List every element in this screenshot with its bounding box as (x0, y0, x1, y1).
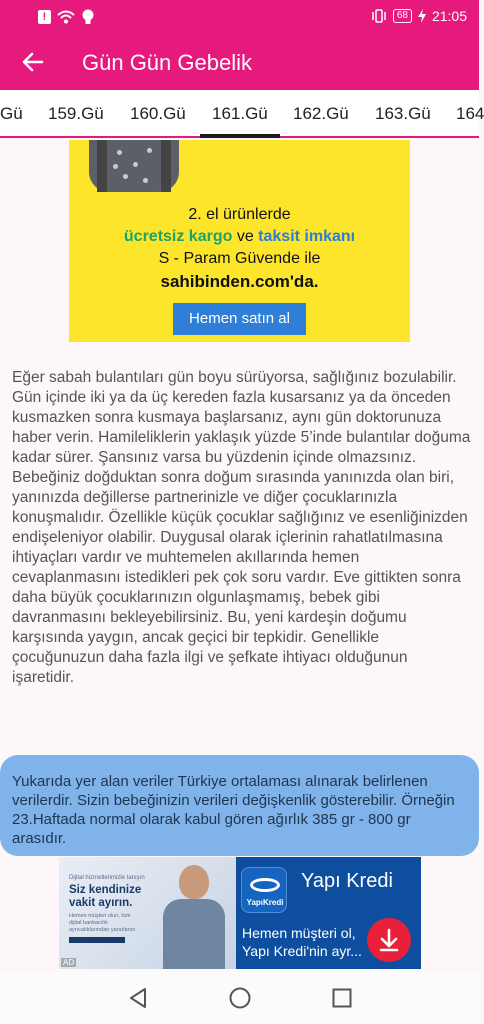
tab-day-163[interactable]: 163.Gü (375, 104, 431, 123)
article-paragraph-2: Bebeğiniz doğduktan sonra doğum sırasında yanınızda olan biri, yanınızda değillerse partnerinizle ve diğer çocuklarınızla konuşmalıdır. Özellikle küçük çocuklar sağlığınız ve esenliğinizden endişeleniyor olabilir. Duygusal olarak içlerinin rahatlatılmasına ihtiyaçları vardır ve muhtemelen akıllarında hemen cevaplanmasını istedikleri pek çok soru vardır. Eve gittikten sonra daha büyük çocuklarınızın olgunlaşmamış, bebek gibi davranmasını bekleyebilirsiniz. Bu, yeni kardeşin doğumu karşısında yaygın, ancak geçici bir tepkidir. Genellikle çocuğunuzun daha fazla ilgi ve şefkate ihtiyacı olduğunun işaretidir. (12, 469, 468, 686)
ad-banner-bottom[interactable] (59, 857, 421, 969)
ad-installment: taksit imkanı (258, 228, 356, 245)
ad-sub-text: Hemen müşteri olun, tüm dijital bankacılık ayrıcalıklarından yararlanın. (69, 913, 137, 933)
info-card-text: Yukarıda yer alan veriler Türkiye ortalaması alınarak belirlenen verilerdir. Sizin bebeğinizin verileri değişkenlik gösterebilir. Örneğin 23.Haftada normal olarak kabul gören ağırlık 385 gr - 800 gr arasıdır. (12, 773, 455, 847)
active-tab-indicator (200, 134, 280, 138)
battery-icon: 68 (393, 9, 412, 23)
ad-cta-bar (69, 937, 125, 943)
status-time: 21:05 (431, 8, 467, 24)
logo-text: YapıKredi (246, 898, 284, 907)
tab-day-161[interactable]: 161.Gü (212, 104, 268, 123)
ad-small-text: Dijital hizmetlerimizle tanışın (69, 875, 145, 881)
download-icon (367, 918, 411, 962)
tab-day-159[interactable]: 159.Gü (48, 104, 104, 123)
ad-free-shipping: ücretsiz kargo (123, 228, 233, 245)
ad-banner-top[interactable] (69, 140, 410, 342)
person-image (159, 865, 229, 969)
alert-icon: ! (38, 10, 51, 24)
baby-carrier-image (89, 140, 179, 192)
status-right-icons (371, 8, 467, 24)
ad-bottom-image (59, 857, 236, 969)
ad-line-2 (69, 228, 410, 246)
ad-and: ve (232, 228, 259, 245)
back-triangle-icon[interactable] (126, 986, 150, 1010)
ad-description: Hemen müşteri ol, Yapı Kredi'nin ayr... (242, 925, 362, 959)
tab-day-prev[interactable]: Gü (0, 104, 23, 123)
tab-day-160[interactable]: 160.Gü (130, 104, 186, 123)
recents-square-icon[interactable] (330, 986, 354, 1010)
article-paragraph-1: Eğer sabah bulantıları gün boyu sürüyorsa, sağlığınız bozulabilir. Gün içinde iki ya da üç kereden fazla kusarsanız ya da önceden kusmazken sonra kusmaya başlarsanız, aynı gün doktorunuza haber verin. Hamileliklerin yaklaşık yüzde 5’inde bulantılar doğuma kadar sürer. Şansınız varsa bu yüzdenin içinde olmazsınız. (12, 369, 471, 466)
wifi-icon (57, 10, 75, 24)
status-bar (0, 0, 479, 36)
page-title: Gün Gün Gebelik (82, 50, 252, 75)
ad-line-3: S - Param Güvende ile (158, 250, 321, 267)
day-tabs (0, 90, 484, 138)
ad-line-1: 2. el ürünlerde (188, 206, 291, 223)
tab-day-162[interactable]: 162.Gü (293, 104, 349, 123)
charging-icon (418, 9, 426, 23)
ad-headline: Siz kendinize vakit ayırın. (69, 884, 142, 909)
app-bar (0, 36, 479, 90)
arrow-left-icon[interactable] (20, 49, 46, 75)
vibrate-icon (371, 9, 387, 23)
buy-now-button[interactable]: Hemen satın al (173, 303, 306, 335)
system-nav-bar (0, 972, 479, 1024)
lightbulb-icon (81, 9, 95, 25)
info-card (0, 755, 479, 856)
article-text (12, 368, 472, 688)
ad-brand-name: Yapı Kredi (301, 870, 393, 892)
ad-line-4: sahibinden.com'da. (160, 272, 319, 291)
tab-day-164[interactable]: 164 (456, 104, 484, 123)
ad-label: AD (63, 958, 75, 967)
status-left-icons (38, 9, 95, 25)
download-button[interactable] (367, 918, 411, 962)
home-circle-icon[interactable] (228, 986, 252, 1010)
yapi-kredi-logo-icon (241, 867, 287, 913)
ad-bottom-promo[interactable] (236, 857, 421, 969)
